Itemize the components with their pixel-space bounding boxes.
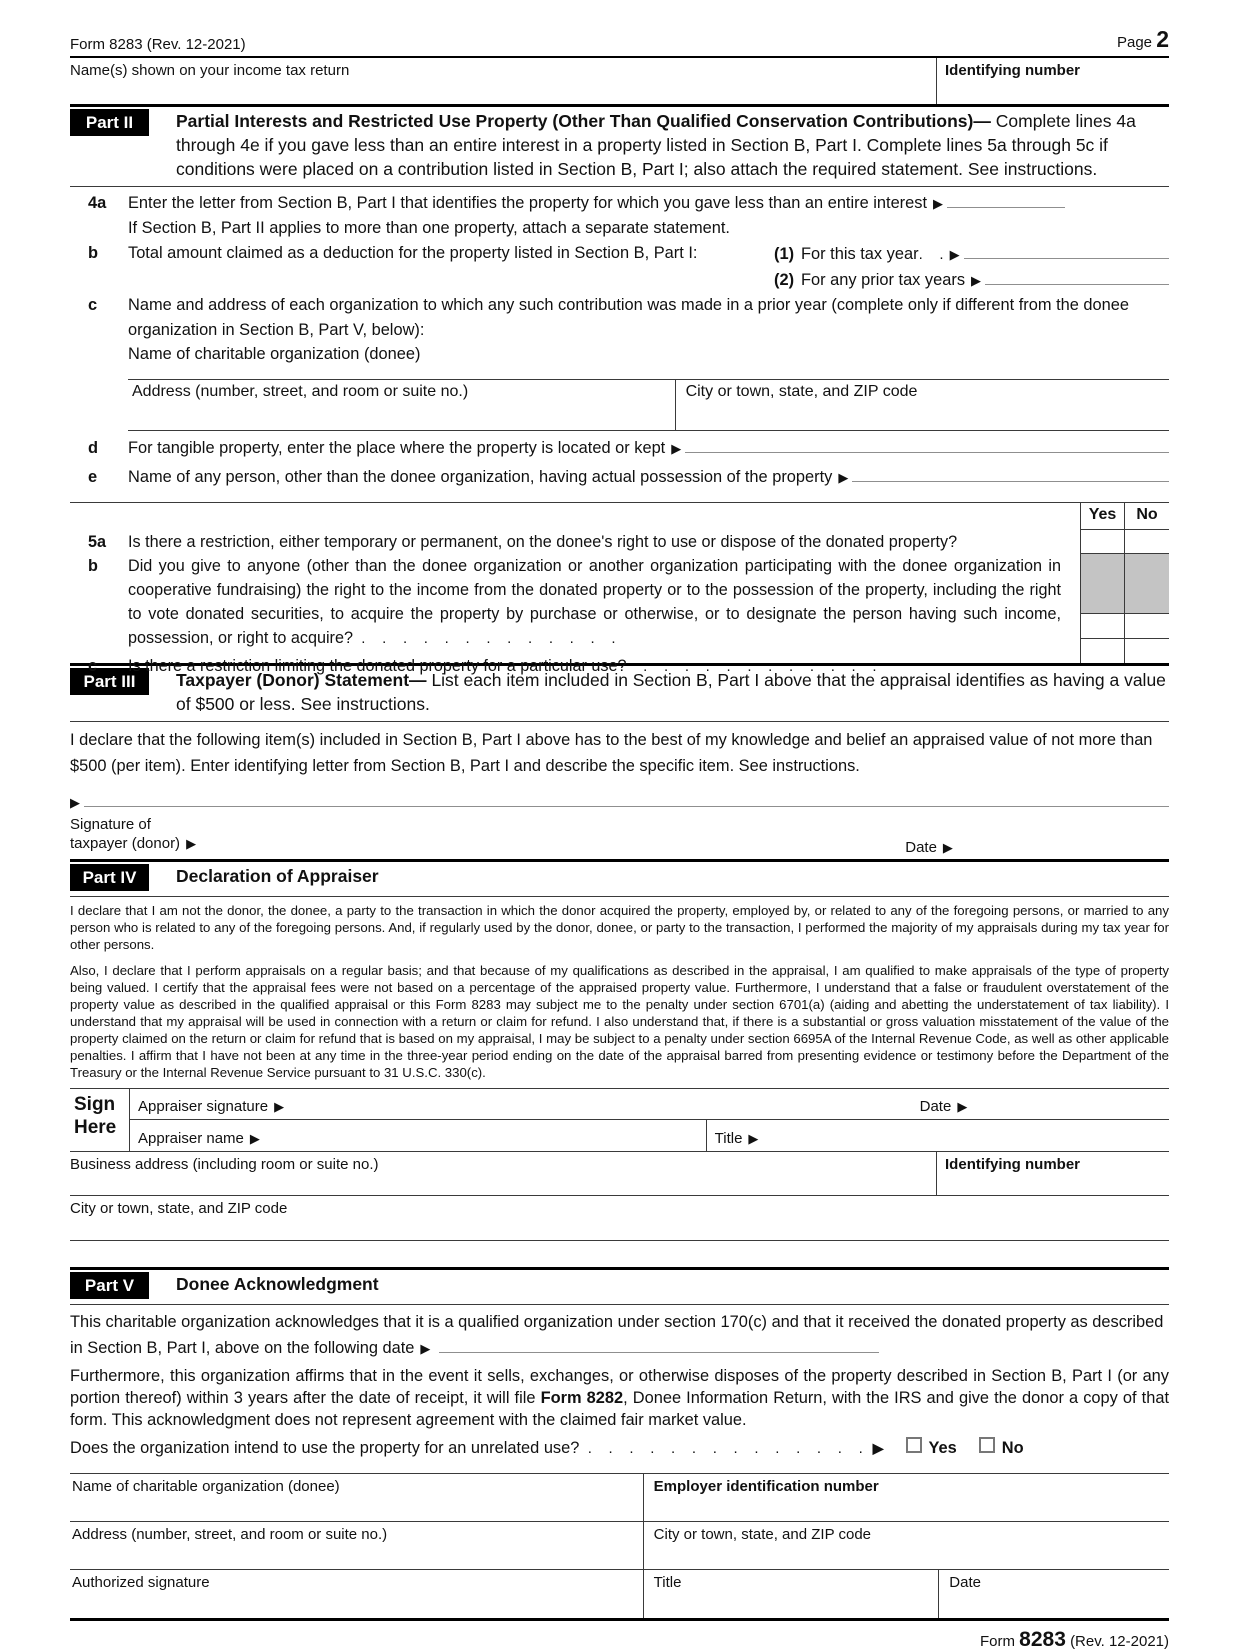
line-4c xyxy=(70,293,1169,343)
signature-label-line2 xyxy=(70,834,1169,853)
part5-ack-text: This charitable organization acknowledges that it is a qualified organization under section 170(c) and that it received the donated property as described in Section B, Part I, above on the following date xyxy=(70,1313,1164,1357)
city-input-cell[interactable] xyxy=(676,380,1169,430)
arrowhead-icon: ▶ xyxy=(671,441,682,456)
appraiser-signature-label-text: Appraiser signature xyxy=(138,1098,269,1115)
furthermore-text-1: Furthermore, this organization affirms that in the event it sells, exchanges, or otherwise disposes of the property described in Section B, Part I (or any portion thereof) within 3 years after the date of receipt, it will file xyxy=(70,1367,1169,1407)
appraiser-name-label xyxy=(138,1130,264,1147)
line-4c-text: Name and address of each organization to which any such contribution was made in a prior year (complete only if different from the donee organization in Section B, Part V, below): xyxy=(128,296,1129,339)
part3-item-entry xyxy=(70,789,1169,813)
names-label: Name(s) shown on your income tax return xyxy=(70,62,350,79)
answer-row-5a xyxy=(1081,530,1169,554)
part3-title-rest: List each item included in Section B, Part I above that the appraisal identifies as having a value of $500 or less. See instructions. xyxy=(176,670,1166,714)
line-4a-note-text: If Section B, Part II applies to more than one property, attach a separate statement. xyxy=(128,219,730,237)
line-4d-number: d xyxy=(88,439,99,457)
part3-signature-row[interactable] xyxy=(70,815,1169,859)
part4-paragraph-1: I declare that I am not the donor, the donee, a party to the transaction in which the donor acquired the property, employed by, or related to any of the foregoing persons, or married to any person who is related to any of the foregoing persons. And, if regularly used by the donor, donee, or party to the transaction, I performed the majority of my appraisals during my tax year for other persons. xyxy=(70,903,1169,952)
signature-label-line1: Signature of xyxy=(70,816,151,833)
section-gap xyxy=(70,1241,1169,1267)
part5-title-text: Donee Acknowledgment xyxy=(176,1274,379,1294)
appraiser-sign-rows xyxy=(130,1089,1169,1151)
donee-name-field[interactable] xyxy=(70,1474,644,1521)
donee-address-label: Address (number, street, and room or suite no.) xyxy=(72,1526,388,1543)
unrelated-use-question xyxy=(70,1437,1169,1465)
table-row xyxy=(70,1522,1169,1570)
sign-here-label xyxy=(70,1089,130,1151)
no-column-header: No xyxy=(1136,506,1158,523)
donee-address-table xyxy=(128,379,1169,431)
identifying-number-label: Identifying number xyxy=(945,62,1081,79)
line-5c-number: c xyxy=(88,657,98,675)
footer-form-word: Form xyxy=(980,1633,1015,1650)
dot-leader: . . . . . . . . . . . . . . xyxy=(579,1440,863,1457)
footer-form-number: 8283 xyxy=(1019,1628,1066,1651)
5a-yes-cell[interactable] xyxy=(1081,530,1125,553)
arrowhead-icon: ▶ xyxy=(838,470,849,485)
part2-header xyxy=(70,104,1169,187)
part3-badge: Part III xyxy=(70,668,149,695)
yes-checkbox-label: Yes xyxy=(928,1439,957,1457)
arrowhead-icon: ▶ xyxy=(942,840,953,855)
date-label: Date xyxy=(919,1098,952,1115)
part3-declaration: I declare that the following item(s) included in Section B, Part I above has to the best of my knowledge and belief an appraised value of not more than $500 (per item). Enter identifying letter from Section B, Part I and describe the specific item. See instructions. xyxy=(70,731,1153,775)
line-5b-number: b xyxy=(88,557,98,575)
arrowhead-icon: ▶ xyxy=(748,1131,759,1146)
sign-here-block xyxy=(70,1088,1169,1151)
title-label xyxy=(715,1130,763,1147)
yes-no-grid xyxy=(1080,503,1169,663)
appraiser-title-field[interactable] xyxy=(707,1120,1169,1151)
authorized-signature-field[interactable] xyxy=(70,1570,644,1618)
donee-address-field[interactable] xyxy=(70,1522,644,1569)
ein-label: Employer identification number xyxy=(653,1478,879,1495)
arrowhead-icon: ▶ xyxy=(186,836,197,851)
signature-label-line2-text: taxpayer (donor) xyxy=(70,835,181,852)
line-4d-input[interactable] xyxy=(685,435,1169,453)
question-5-text xyxy=(70,503,1061,679)
line-5c-text xyxy=(128,654,877,679)
here-word: Here xyxy=(74,1117,117,1138)
part2-subtitle: Complete lines 4a through 4e if you gave less than an entire interest in a property listed in Section B, Part I. Complete lines 5a through 5c if conditions were placed on a contribution listed in Section B, Part I; also attach the required statement. See instructions. xyxy=(176,111,1136,179)
shaded-cell xyxy=(1081,554,1125,613)
arrowhead-icon: ▶ xyxy=(971,273,982,288)
yes-column-header: Yes xyxy=(1081,503,1125,529)
part4-title xyxy=(176,864,1169,891)
appraiser-signature-label xyxy=(138,1098,288,1115)
line-5c xyxy=(70,654,1061,679)
line-5a-text: Is there a restriction, either temporary or permanent, on the donee's right to use or dispose of the donated property? xyxy=(128,533,958,551)
question-5-block xyxy=(70,502,1169,675)
donee-name-input-area[interactable] xyxy=(128,343,1169,379)
part4-title-text: Declaration of Appraiser xyxy=(176,866,379,886)
footer-revision: (Rev. 12-2021) xyxy=(1070,1633,1169,1650)
line-5b xyxy=(70,554,1061,651)
line-4d xyxy=(70,435,1169,461)
5b-no-cell[interactable] xyxy=(1125,614,1169,638)
line-4b2-input[interactable] xyxy=(985,267,1169,285)
part2-title xyxy=(176,109,1169,181)
line-4d-text: For tangible property, enter the place where the property is located or kept xyxy=(128,439,666,457)
donee-info-table xyxy=(70,1473,1169,1621)
part2-title-bold: Partial Interests and Restricted Use Property (Other Than Qualified Conservation Contributions)— xyxy=(176,111,991,131)
table-row xyxy=(70,1474,1169,1522)
arrowhead-icon: ▶ xyxy=(933,196,944,211)
page-number-value: 2 xyxy=(1156,26,1169,52)
appraiser-name-label-text: Appraiser name xyxy=(138,1130,244,1147)
names-input-cell[interactable] xyxy=(70,58,936,104)
donee-title-label: Title xyxy=(653,1574,682,1591)
dot-leader: . . xyxy=(918,246,944,263)
yes-checkbox[interactable] xyxy=(906,1437,922,1453)
part4-paragraph-2: Also, I declare that I perform appraisals on a regular basis; and that because of my qualifications as described in the appraisal, I am qualified to make appraisals of the type of property being valued. I certify that the appraisal fees were not based on a percentage of the appraised property value. Furthermore, I understand that a false or fraudulent overstatement of the property value as described in the qualified appraisal or this Form 8283 may subject me to the penalty under section 6701(a) (aiding and abetting the understatement of tax liability). I understand that my appraisal will be used in connection with a return or claim for refund. I also understand that, if there is a substantial or gross valuation misstatement of the value of the property claimed on the return or claim for refund that is based on my appraisal, I may be subject to a penalty under section 6695A of the Internal Revenue Code, as well as other applicable penalties. I affirm that I have not been at any time in the three-year period ending on the date of the appraisal barred from presenting evidence or testimony before the Department of the Treasury or the Internal Revenue Service pursuant to 31 U.S.C. 330(c). xyxy=(70,963,1169,1080)
arrowhead-icon: ▶ xyxy=(872,1440,884,1456)
part5-header xyxy=(70,1267,1169,1305)
yes-no-header xyxy=(1081,503,1169,530)
part4-header xyxy=(70,859,1169,897)
part3-date-field[interactable] xyxy=(905,839,957,856)
appraiser-city-field[interactable] xyxy=(70,1195,1169,1241)
line-4e-input[interactable] xyxy=(852,464,1169,482)
line-5a xyxy=(70,530,1061,554)
city-label: City or town, state, and ZIP code xyxy=(685,383,918,400)
donee-name-label: Name of charitable organization (donee) xyxy=(128,345,421,363)
business-address-label: Business address (including room or suite no.) xyxy=(70,1156,379,1173)
line-4a-number: 4a xyxy=(88,194,107,212)
unrelated-use-question-text: Does the organization intend to use the property for an unrelated use? xyxy=(70,1439,580,1457)
line-4e xyxy=(70,464,1169,490)
address-input-cell[interactable] xyxy=(128,380,676,430)
appraiser-signature-row[interactable] xyxy=(130,1089,1169,1120)
part3-item-input[interactable] xyxy=(84,789,1169,807)
line-4c-number: c xyxy=(88,296,98,314)
shaded-row xyxy=(1081,554,1169,614)
line-4b1-number: (1) xyxy=(774,245,795,263)
5c-no-cell[interactable] xyxy=(1125,639,1169,663)
appraiser-date-field[interactable] xyxy=(920,1098,972,1115)
line-4b xyxy=(70,241,1169,293)
page-number xyxy=(1117,26,1169,53)
page-footer xyxy=(70,1628,1169,1652)
page-word: Page xyxy=(1116,34,1153,51)
dot-leader: . . . . . . . . . . . . . xyxy=(352,630,616,647)
page-header xyxy=(70,26,1169,58)
city-label: City or town, state, and ZIP code xyxy=(70,1200,288,1217)
taxpayer-signature-label xyxy=(70,815,1169,853)
line-4a-text: Enter the letter from Section B, Part I that identifies the property for which you gave less than an entire interest xyxy=(128,194,928,212)
donee-date-field[interactable] xyxy=(939,1570,1169,1618)
part5-badge: Part V xyxy=(70,1272,149,1299)
appraiser-identifying-number-field[interactable] xyxy=(936,1152,1169,1195)
line-5c-text-body: Is there a restriction limiting the donated property for a particular use? xyxy=(128,657,627,675)
part5-title xyxy=(176,1272,1169,1299)
donee-city-label: City or town, state, and ZIP code xyxy=(653,1526,872,1543)
part3-title-bold: Taxpayer (Donor) Statement— xyxy=(176,670,427,690)
form-reference: Form 8283 (Rev. 12-2021) xyxy=(70,36,246,53)
dot-leader: . . . . . . . . . . . . xyxy=(626,658,877,675)
arrowhead-icon: ▶ xyxy=(420,1341,431,1356)
answer-row-5c xyxy=(1081,639,1169,663)
line-4a xyxy=(70,190,1169,216)
line-4a-note xyxy=(70,216,1169,241)
appraiser-name-row xyxy=(130,1120,1169,1151)
arrowhead-icon: ▶ xyxy=(949,247,960,262)
business-address-field[interactable] xyxy=(70,1152,936,1195)
furthermore-text-2: , Donee Information Return, with the IRS and give the donor a copy of that form. This acknowledgment does not represent agreement with the claimed fair market value. xyxy=(70,1389,1169,1429)
line-5b-text-body: Did you give to anyone (other than the donee organization or another organization participating with the donee organization in cooperative fundraising) the right to the income from the donated property or to the possession of the property, including the right to vote donated securities, to acquire the property by purchase or otherwise, or to designate the person having such income, possession, or right to acquire? xyxy=(128,557,1061,647)
line-4a-input[interactable] xyxy=(947,190,1065,208)
line-5a-number: 5a xyxy=(88,533,107,551)
line-4b-text: Total amount claimed as a deduction for the property listed in Section B, Part I: xyxy=(128,244,698,262)
line-4b2 xyxy=(774,267,1169,293)
identifying-number-label: Identifying number xyxy=(945,1156,1081,1173)
identity-row xyxy=(70,58,1169,104)
5c-yes-cell[interactable] xyxy=(1081,639,1125,663)
part4-badge: Part IV xyxy=(70,864,149,891)
line-4b-number: b xyxy=(88,244,99,262)
ein-field[interactable] xyxy=(644,1474,1169,1521)
line-4b1-label: For this tax year xyxy=(801,245,919,263)
line-4e-text: Name of any person, other than the donee organization, having actual possession of the property xyxy=(128,468,833,486)
arrowhead-icon: ▶ xyxy=(249,1131,260,1146)
no-checkbox-label: No xyxy=(1001,1439,1024,1457)
part5-furthermore xyxy=(70,1365,1169,1431)
5b-yes-cell[interactable] xyxy=(1081,614,1125,638)
part5-acknowledgment xyxy=(70,1309,1169,1362)
table-row xyxy=(70,1570,1169,1618)
line-4e-number: e xyxy=(88,468,98,486)
date-label: Date xyxy=(905,839,937,856)
line-4b1-input[interactable] xyxy=(964,241,1169,259)
donee-city-field[interactable] xyxy=(644,1522,1169,1569)
line-4b2-number: (2) xyxy=(774,271,795,289)
appraiser-name-field[interactable] xyxy=(130,1120,707,1151)
no-checkbox[interactable] xyxy=(979,1437,995,1453)
line-5b-text xyxy=(128,554,1061,651)
identifying-number-cell[interactable] xyxy=(936,58,1169,104)
arrowhead-icon: ▶ xyxy=(70,795,80,810)
sign-word: Sign xyxy=(74,1094,116,1115)
answer-row-5b xyxy=(1081,614,1169,639)
address-label: Address (number, street, and room or suite no.) xyxy=(132,383,469,400)
line-4b2-label: For any prior tax years xyxy=(801,271,966,289)
shaded-cell xyxy=(1125,554,1169,613)
receipt-date-input[interactable] xyxy=(439,1335,879,1353)
form-8282-reference: Form 8282 xyxy=(540,1389,624,1407)
donee-name-label: Name of charitable organization (donee) xyxy=(72,1478,340,1495)
donee-date-label: Date xyxy=(949,1574,981,1591)
business-address-row xyxy=(70,1151,1169,1195)
donee-title-field[interactable] xyxy=(644,1570,940,1618)
part2-badge: Part II xyxy=(70,109,149,136)
line-4b1 xyxy=(774,241,1169,267)
arrowhead-icon: ▶ xyxy=(957,1099,968,1114)
arrowhead-icon: ▶ xyxy=(274,1099,285,1114)
title-label-text: Title xyxy=(714,1130,743,1147)
authorized-signature-label: Authorized signature xyxy=(72,1574,210,1591)
5a-no-cell[interactable] xyxy=(1125,530,1169,553)
